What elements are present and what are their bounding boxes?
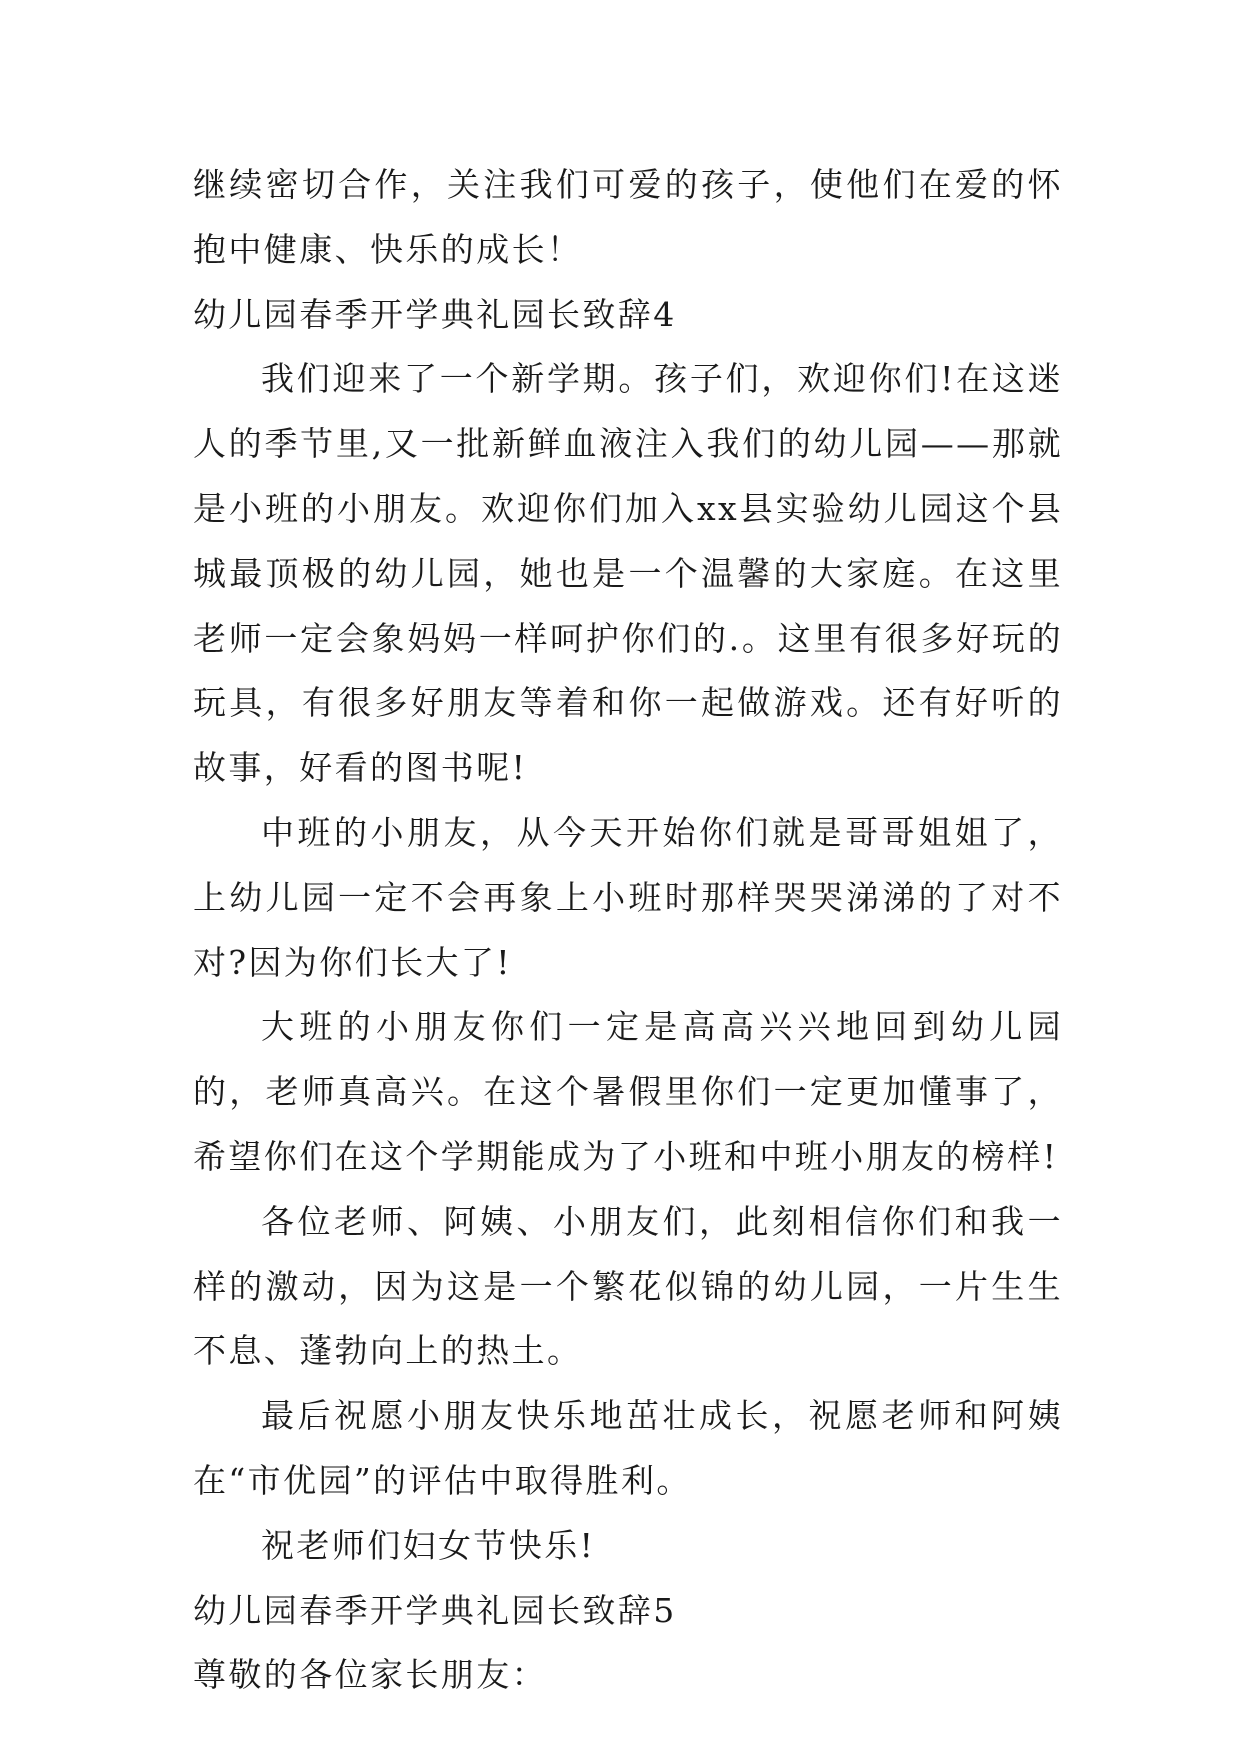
section-heading-4: 幼儿园春季开学典礼园长致辞4: [193, 294, 677, 334]
paragraph-final-wishes: 最后祝愿小朋友快乐地茁壮成长，祝愿老师和阿姨在“市优园”的评估中取得胜利。: [193, 1396, 1063, 1500]
paragraph-middle-class: 中班的小朋友，从今天开始你们就是哥哥姐姐了，上幼儿园一定不会再象上小班时那样哭哭涕涕的了对不对?因为你们长大了!: [193, 812, 1063, 982]
section-heading-5: 幼儿园春季开学典礼园长致辞5: [193, 1590, 677, 1630]
paragraph-womens-day: 祝老师们妇女节快乐!: [261, 1525, 596, 1565]
salutation: 尊敬的各位家长朋友：: [193, 1655, 547, 1695]
paragraph-closing-continuation: 继续密切合作，关注我们可爱的孩子，使他们在爱的怀抱中健康、快乐的成长！: [193, 165, 1063, 269]
paragraph-teachers-aunts: 各位老师、阿姨、小朋友们，此刻相信你们和我一样的激动，因为这是一个繁花似锦的幼儿园，一片生生不息、蓬勃向上的热土。: [193, 1201, 1063, 1371]
paragraph-welcome-small-class: 我们迎来了一个新学期。孩子们，欢迎你们!在这迷人的季节里,又一批新鲜血液注入我们的幼儿园——那就是小班的小朋友。欢迎你们加入xx县实验幼儿园这个县城最顶极的幼儿园，她也是一个温馨的大家庭。在这里老师一定会象妈妈一样呵护你们的.。这里有很多好玩的玩具，有很多好朋友等着和你一起做游戏。还有好听的故事，好看的图书呢!: [193, 359, 1063, 788]
document-body: [193, 153, 1063, 1708]
paragraph-big-class: 大班的小朋友你们一定是高高兴兴地回到幼儿园的，老师真高兴。在这个暑假里你们一定更加懂事了，希望你们在这个学期能成为了小班和中班小朋友的榜样!: [193, 1007, 1063, 1176]
